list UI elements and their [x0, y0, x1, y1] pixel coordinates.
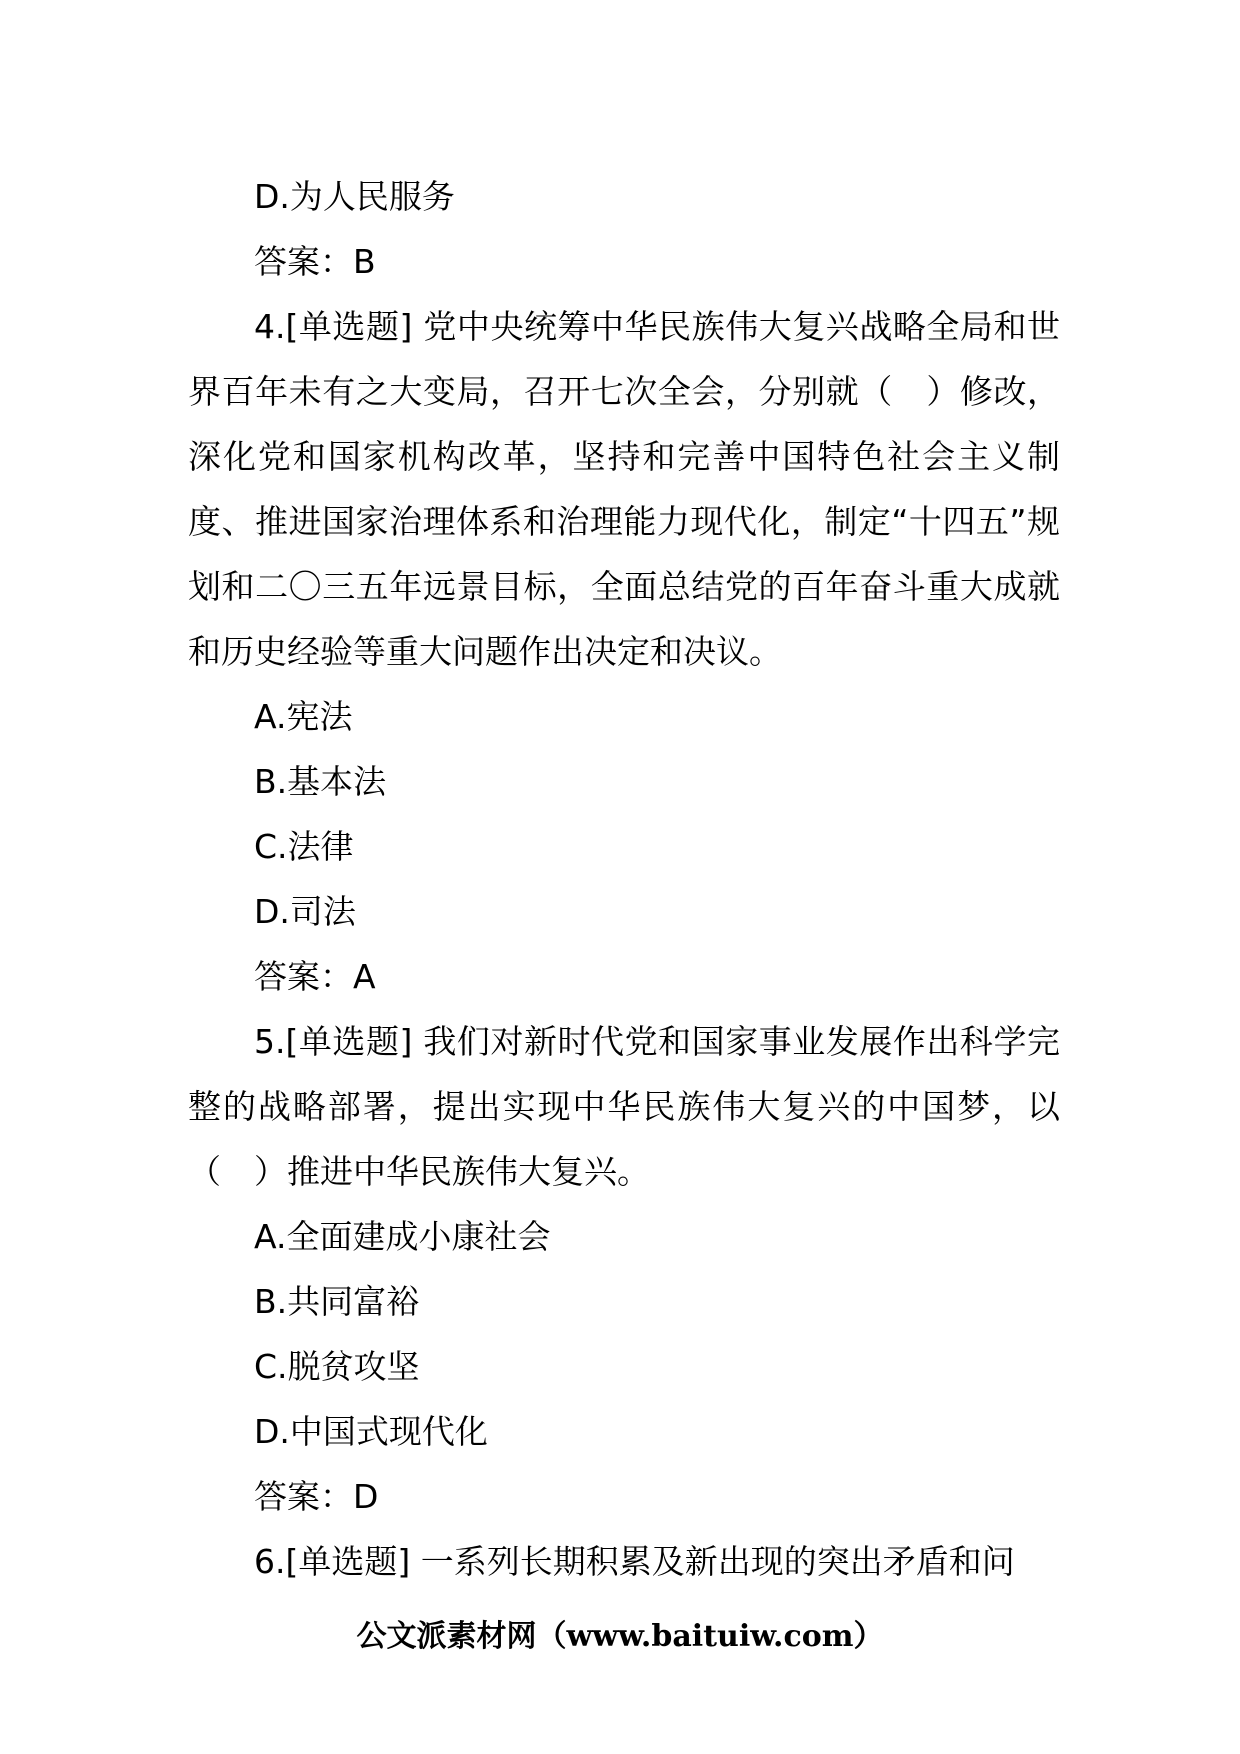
q5-question-text: 5.[单选题] 我们对新时代党和国家事业发展作出科学完整的战略部署，提出实现中华民族伟大复兴的中国梦，以（ ）推进中华民族伟大复兴。 — [188, 1022, 1060, 1191]
q4-option-b: B.基本法 — [254, 762, 387, 801]
q5-option-d: D.中国式现代化 — [254, 1412, 488, 1451]
q3-option-d: D.为人民服务 — [254, 177, 455, 216]
q4-option-c: C.法律 — [254, 827, 354, 866]
q4-option-d: D.司法 — [254, 892, 356, 931]
q5-answer: 答案：D — [254, 1477, 379, 1516]
q6-question-text: 6.[单选题] 一系列长期积累及新出现的突出矛盾和问 — [254, 1542, 1015, 1581]
q4-answer: 答案：A — [254, 957, 376, 996]
q4-option-a: A.宪法 — [254, 697, 353, 736]
q3-answer: 答案：B — [254, 242, 376, 281]
q5-option-a: A.全面建成小康社会 — [254, 1217, 551, 1256]
document-body — [188, 164, 1060, 1594]
q4-question-text: 4.[单选题] 党中央统筹中华民族伟大复兴战略全局和世界百年未有之大变局，召开七次全会，分别就（ ）修改，深化党和国家机构改革，坚持和完善中国特色社会主义制度、推进国家治理体系和治理能力现代化，制定“十四五”规划和二〇三五年远景目标，全面总结党的百年奋斗重大成就和历史经验等重大问题作出决定和决议。 — [188, 307, 1060, 671]
q5-option-c: C.脱贫攻坚 — [254, 1347, 420, 1386]
q5-option-b: B.共同富裕 — [254, 1282, 420, 1321]
page-footer: 公文派素材网（www.baituiw.com） — [356, 1619, 884, 1654]
